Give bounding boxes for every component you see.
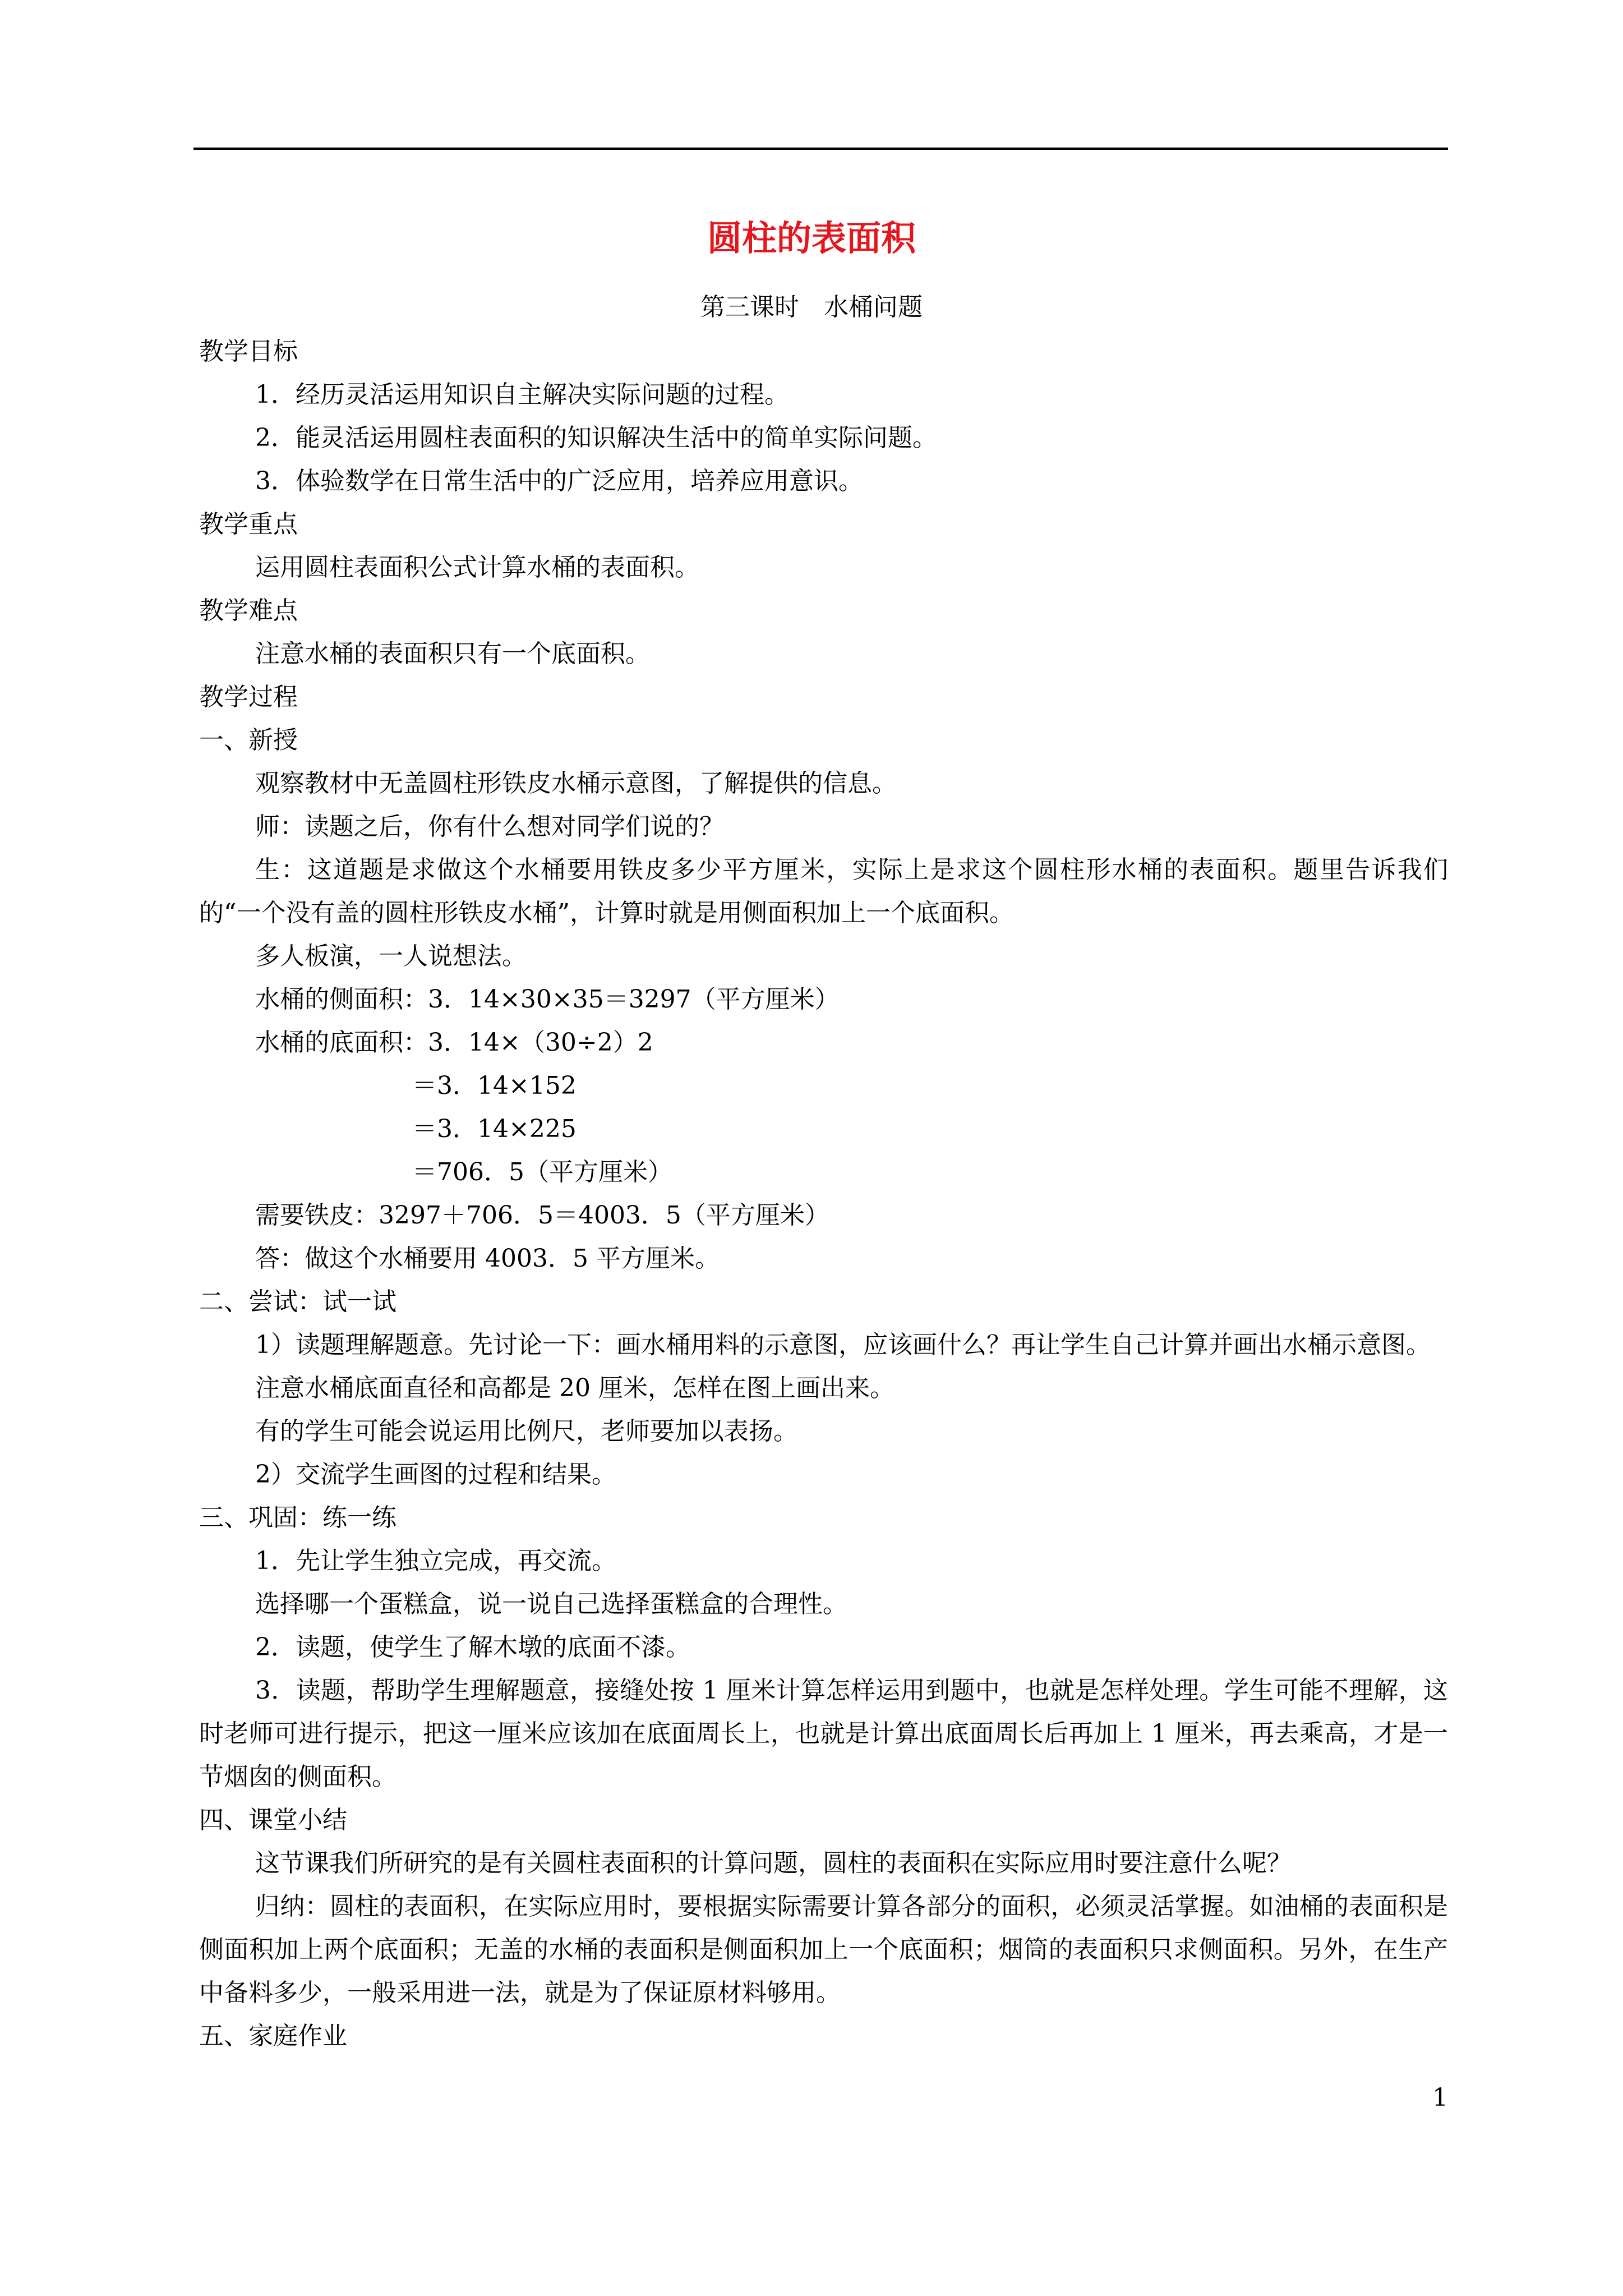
- calc-step: ＝3．14×225: [412, 1115, 577, 1143]
- calc-base-area: 水桶的底面积：3．14×（30÷2）2: [255, 1028, 653, 1057]
- page-title: 圆柱的表面积: [707, 218, 916, 259]
- process-heading: 教学过程: [199, 683, 298, 711]
- header-rule: [193, 148, 1448, 150]
- page-number: 1: [1432, 2083, 1448, 2112]
- paragraph: 1）读题理解题意。先讨论一下：画水桶用料的示意图，应该画什么？再让学生自己计算并画出水桶示意图。: [255, 1331, 1431, 1359]
- calc-side-area: 水桶的侧面积：3．14×30×35＝3297（平方厘米）: [255, 985, 840, 1014]
- paragraph: 3．读题，帮助学生理解题意，接缝处按 1 厘米计算怎样运用到题中，也就是怎样处理。学生可能不理解，这时老师可进行提示，把这一厘米应该加在底面周长上，也就是计算出底面周长后再加上 1 厘米，再去乘高，才是一节烟囱的侧面积。: [199, 1676, 1448, 1791]
- key-heading: 教学重点: [199, 510, 298, 539]
- difficulty-text: 注意水桶的表面积只有一个底面积。: [255, 639, 650, 668]
- calc-total: 需要铁皮：3297＋706．5＝4003．5（平方厘米）: [255, 1201, 829, 1230]
- paragraph-line: 1．先让学生独立完成，再交流。: [255, 1547, 616, 1575]
- key-text: 运用圆柱表面积公式计算水桶的表面积。: [255, 553, 699, 582]
- paragraph-line: 观察教材中无盖圆柱形铁皮水桶示意图，了解提供的信息。: [255, 769, 897, 798]
- part4-heading: 四、课堂小结: [199, 1806, 347, 1834]
- student-answer-paragraph: 生：这道题是求做这个水桶要用铁皮多少平方厘米，实际上是求这个圆柱形水桶的表面积。题里告诉我们的“一个没有盖的圆柱形铁皮水桶”，计算时就是用侧面积加上一个底面积。: [199, 855, 1448, 927]
- goal-item: 1．经历灵活运用知识自主解决实际问题的过程。: [255, 380, 789, 409]
- goal-item: 3．体验数学在日常生活中的广泛应用，培养应用意识。: [255, 467, 863, 495]
- part5-heading: 五、家庭作业: [199, 2022, 347, 2050]
- paragraph-line: 选择哪一个蛋糕盒，说一说自己选择蛋糕盒的合理性。: [255, 1590, 847, 1618]
- calc-step: ＝706．5（平方厘米）: [412, 1158, 672, 1186]
- paragraph-line: 2．读题，使学生了解木墩的底面不漆。: [255, 1633, 690, 1662]
- paragraph-line: 多人板演，一人说想法。: [255, 942, 527, 970]
- goal-item: 2．能灵活运用圆柱表面积的知识解决生活中的简单实际问题。: [255, 424, 937, 452]
- lesson-body: [199, 330, 1448, 2058]
- calc-step: ＝3．14×152: [412, 1071, 577, 1100]
- paragraph-line: 注意水桶底面直径和高都是 20 厘米，怎样在图上画出来。: [255, 1374, 895, 1402]
- lesson-subtitle: 第三课时 水桶问题: [700, 293, 923, 321]
- paragraph-line: 师：读题之后，你有什么想对同学们说的？: [255, 812, 724, 841]
- part1-heading: 一、新授: [199, 726, 298, 754]
- part3-heading: 三、巩固：练一练: [199, 1503, 396, 1532]
- goals-heading: 教学目标: [199, 337, 298, 366]
- summary-paragraph: 归纳：圆柱的表面积，在实际应用时，要根据实际需要计算各部分的面积，必须灵活掌握。如油桶的表面积是侧面积加上两个底面积；无盖的水桶的表面积是侧面积加上一个底面积；烟筒的表面积只求侧面积。另外，在生产中备料多少，一般采用进一法，就是为了保证原材料够用。: [199, 1892, 1448, 2007]
- paragraph-line: 有的学生可能会说运用比例尺，老师要加以表扬。: [255, 1417, 798, 1446]
- part2-heading: 二、尝试：试一试: [199, 1287, 396, 1316]
- calc-answer: 答：做这个水桶要用 4003．5 平方厘米。: [255, 1244, 720, 1273]
- difficulty-heading: 教学难点: [199, 596, 298, 625]
- paragraph-line: 2）交流学生画图的过程和结果。: [255, 1460, 616, 1489]
- paragraph-line: 这节课我们所研究的是有关圆柱表面积的计算问题，圆柱的表面积在实际应用时要注意什么呢？: [255, 1849, 1292, 1878]
